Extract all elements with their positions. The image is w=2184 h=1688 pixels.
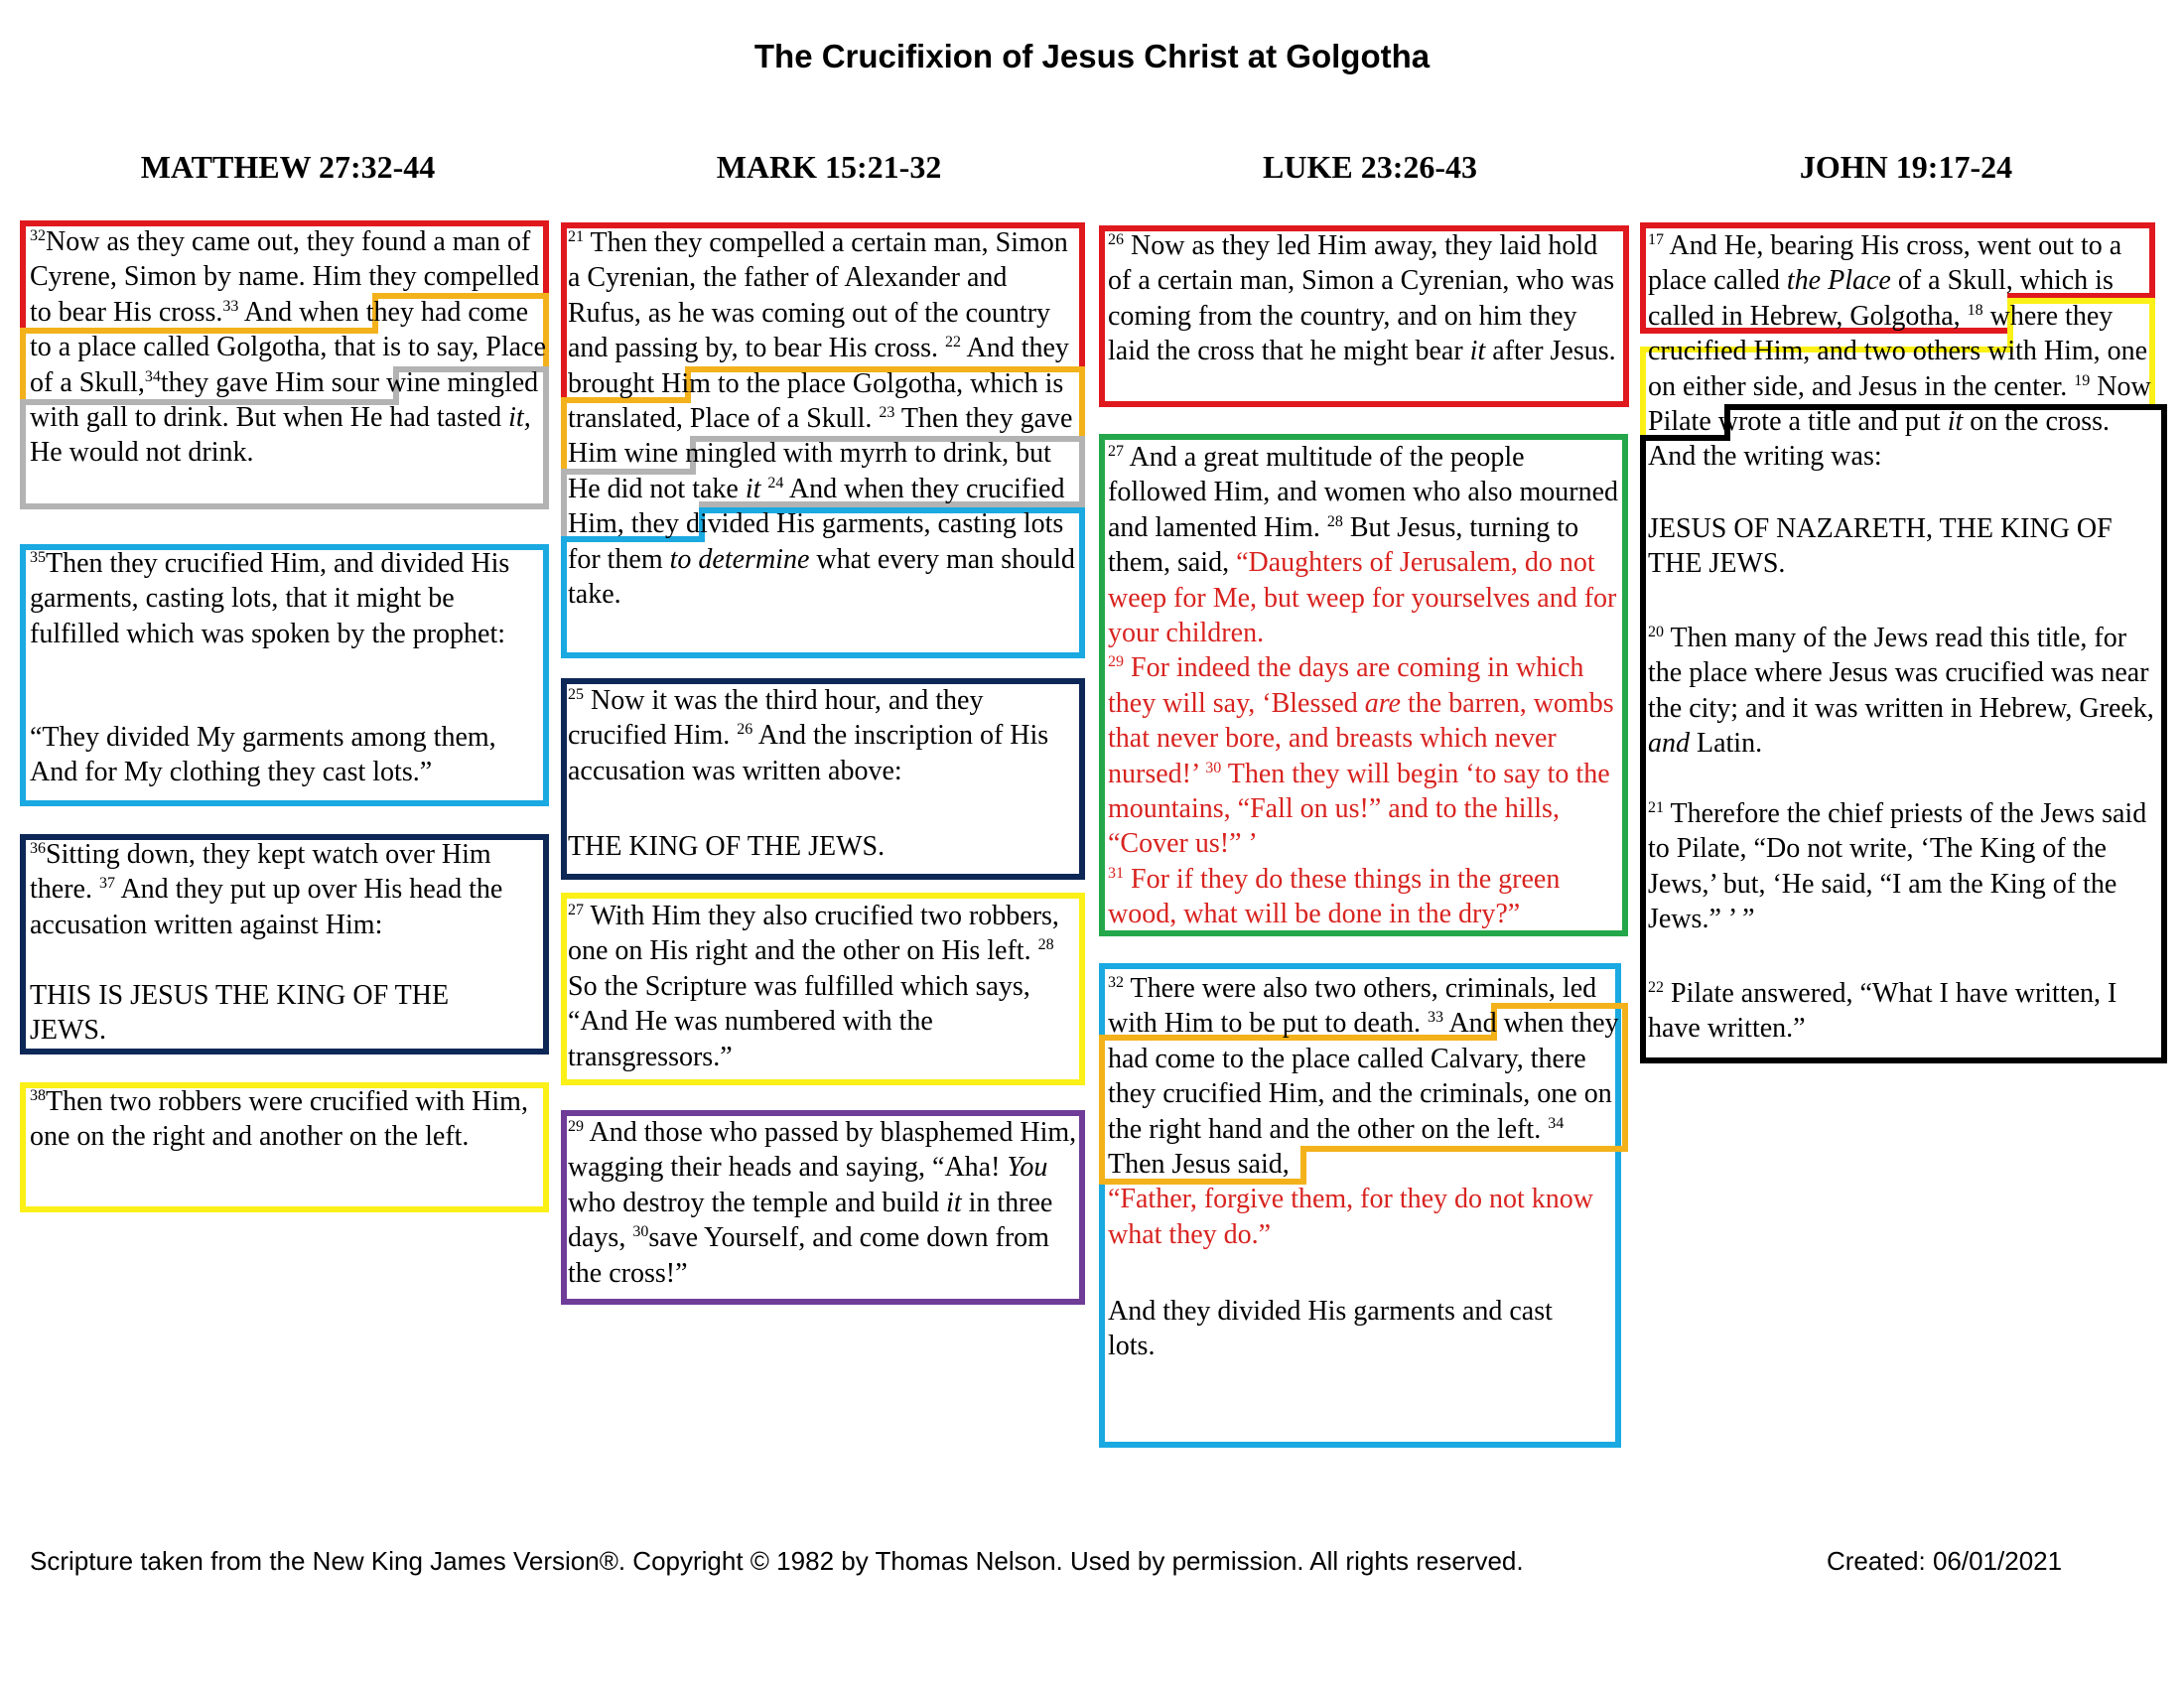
- passage-mark-simon: [568, 225, 1082, 612]
- verse-text: Therefore the chief priests of the Jews said to Pilate, “Do not write, ‘The King of the Jews,’ but, ‘He said, “I am the King of the Jews.” ’ ”: [1648, 798, 2154, 935]
- passage-matthew-simon: [30, 224, 553, 471]
- words-of-jesus-italic: are: [1364, 687, 1401, 719]
- verse-number: 34: [144, 367, 161, 385]
- passage-john-priests: [1648, 796, 2159, 937]
- verse-number: 38: [30, 1087, 46, 1104]
- passage-luke-calvary: [1108, 971, 1624, 1252]
- words-of-jesus: “Daughters of Jerusalem, do not weep for Me, but weep for yourselves and for your children.: [1108, 547, 1624, 649]
- verse-number: 27: [1108, 443, 1124, 460]
- verse-text: And He, bearing His cross, went out to a place called: [1648, 230, 2129, 297]
- verse-text: But Jesus, turning to them, said,: [1108, 511, 1586, 579]
- verse-number: 19: [2074, 371, 2091, 389]
- verse-number: 28: [1326, 512, 1343, 530]
- verse-number: 29: [1108, 653, 1124, 671]
- heading-john: JOHN 19:17-24: [1799, 149, 2013, 185]
- verse-text: Latin.: [1690, 728, 1763, 760]
- verse-text: Then they compelled a certain man, Simon a Cyrenian, the father of Alexander and Rufus, as he was coming out of the country and passing by, to bear His cross.: [568, 227, 1075, 364]
- verse-text: And they put up over His head the accusation written against Him:: [30, 874, 510, 940]
- verse-number: 29: [568, 1118, 584, 1135]
- verse-text: Then they gave Him wine mingled with myrrh to drink, but He did not take: [568, 403, 1080, 504]
- verse-text: what every man should take.: [568, 543, 1082, 611]
- passage-john-read: [1648, 621, 2159, 762]
- verse-text: save Yourself, and come down from the cross!”: [568, 1222, 1056, 1289]
- verse-number: 32: [30, 227, 46, 244]
- passage-luke-simon: [1108, 228, 1624, 369]
- verse-text: Now as they led Him away, they laid hold of a certain man, Simon a Cyrenian, who was coming from the country, and on him they laid the cross that he might bear: [1108, 230, 1622, 367]
- verse-number: 26: [737, 721, 753, 739]
- verse-number: 18: [1967, 301, 1983, 319]
- passage-mark-robbers: [568, 899, 1079, 1074]
- verse-text: So the Scripture was fulfilled which says, “And He was numbered with the transgressors.”: [568, 970, 1037, 1072]
- verse-number: 33: [222, 297, 239, 315]
- verse-text: He would not drink.: [30, 402, 538, 469]
- passage-matthew-inscription: THIS IS JESUS THE KING OF THE JEWS.: [30, 980, 457, 1047]
- verse-number: 35: [30, 549, 46, 566]
- verse-number: 33: [1427, 1009, 1443, 1027]
- verse-text: who destroy the temple and build: [568, 1152, 1055, 1218]
- passage-luke-daughters: [1108, 440, 1624, 932]
- verse-number: 17: [1648, 231, 1664, 248]
- verse-text: in three days,: [568, 1187, 1060, 1254]
- verse-number: 21: [568, 228, 584, 245]
- verse-italic: the Place: [1786, 265, 1891, 297]
- verse-text: Then they crucified Him, and divided His garments, casting lots, that it might be fulfilled which was spoken by the prophet:: [30, 548, 517, 649]
- verse-number: 26: [1108, 231, 1124, 248]
- words-of-jesus: For indeed the days are coming in which they will say, ‘Blessed: [1108, 652, 1591, 719]
- verse-text: Now it was the third hour, and they crucified Him.: [568, 685, 991, 752]
- passage-matthew-prophecy: “They divided My garments among them, And for My clothing they cast lots.”: [30, 722, 502, 788]
- verse-text: they gave Him sour wine mingled with gall to drink. But when He had tasted: [30, 366, 546, 434]
- verse-text: after Jesus.: [1485, 336, 1616, 367]
- verse-number: 34: [1548, 1114, 1565, 1132]
- verse-text: And when they had come to the place called Calvary, there they crucified Him, and the criminals, one on the right hand and the other on the left.: [1108, 1008, 1626, 1145]
- verse-number: 23: [879, 404, 895, 422]
- verse-text: And those who passed by blasphemed Him, wagging their heads and saying, “Aha!: [568, 1117, 1084, 1184]
- words-of-jesus: “Father, forgive them, for they do not know what they do.”: [1108, 1184, 1601, 1250]
- copyright-notice: Scripture taken from the New King James Version®. Copyright © 1982 by Thomas Nelson. Used by permission. All rights reserved.: [30, 1546, 1524, 1576]
- passage-mark-inscription: [568, 683, 1074, 788]
- verse-number: 25: [568, 686, 584, 703]
- passage-matthew-robbers: [30, 1084, 536, 1155]
- verse-number: 21: [1648, 799, 1664, 816]
- passage-mark-title: THE KING OF THE JEWS.: [568, 831, 886, 862]
- created-date: Created: 06/01/2021: [1827, 1546, 2063, 1576]
- verse-number: 37: [98, 875, 115, 893]
- page-title: The Crucifixion of Jesus Christ at Golgotha: [753, 38, 1431, 74]
- verse-text: Then many of the Jews read this title, for the place where Jesus was crucified was near the city; and it was written in Hebrew, Greek,: [1648, 623, 2161, 724]
- verse-text: And they brought Him to the place Golgotha, which is translated, Place of a Skull.: [568, 333, 1076, 435]
- verse-text: on the cross. And the writing was:: [1648, 406, 2116, 473]
- verse-text: Now as they came out, they found a man of Cyrene, Simon by name. Him they compelled to bear His cross.: [30, 226, 547, 328]
- verse-number: 30: [632, 1223, 649, 1241]
- verse-italic: it: [745, 473, 761, 504]
- verse-text: And a great multitude of the people followed Him, and women who also mourned and lamented Him.: [1108, 442, 1626, 543]
- verse-italic: to determine: [669, 543, 810, 575]
- words-of-jesus: For if they do these things in the green wood, what will be done in the dry?”: [1108, 863, 1568, 930]
- words-of-jesus: the barren, wombs that never bore, and breasts which never nursed!’: [1108, 687, 1621, 789]
- verse-italic: You: [1007, 1152, 1048, 1184]
- verse-text: Now Pilate wrote a title and put: [1648, 370, 2158, 438]
- verse-number: 24: [767, 474, 784, 492]
- verse-italic: it: [1947, 406, 1964, 438]
- verse-number: 31: [1108, 864, 1124, 882]
- verse-italic: it: [1469, 336, 1486, 367]
- verse-text: Sitting down, they kept watch over Him there.: [30, 839, 498, 906]
- verse-text: There were also two others, criminals, led with Him to be put to death.: [1108, 973, 1604, 1040]
- verse-text: And when they crucified Him, they divided His garments, casting lots for them: [568, 473, 1072, 575]
- passage-matthew-watch: [30, 837, 541, 942]
- passage-luke-garments: And they divided His garments and cast lots.: [1108, 1296, 1560, 1362]
- verse-text: Pilate answered, “What I have written, I have written.”: [1648, 978, 2124, 1045]
- verse-italic: and: [1648, 728, 1690, 760]
- verse-number: 22: [945, 334, 962, 352]
- verse-number: 22: [1648, 979, 1664, 996]
- verse-italic: it: [946, 1187, 962, 1218]
- verse-number: 30: [1205, 759, 1222, 776]
- verse-text: where they crucified Him, and two others with Him, one on either side, and Jesus in the center.: [1648, 300, 2155, 402]
- passage-john-golgotha: [1648, 228, 2159, 475]
- verse-text: Then Jesus said,: [1108, 1149, 1290, 1181]
- verse-number: 27: [568, 902, 584, 918]
- verse-number: 28: [1037, 936, 1054, 954]
- verse-number: 20: [1648, 624, 1664, 640]
- passage-john-pilate: [1648, 976, 2159, 1047]
- verse-italic: it,: [508, 402, 531, 434]
- heading-matthew: MATTHEW 27:32-44: [140, 149, 436, 185]
- verse-text: With Him they also crucified two robbers, one on His right and the other on His left.: [568, 901, 1066, 967]
- passage-matthew-garments: [30, 546, 541, 651]
- verse-number: 36: [30, 840, 46, 857]
- verse-text: And the inscription of His accusation was written above:: [568, 720, 1056, 786]
- passage-john-title: JESUS OF NAZARETH, THE KING OF THE JEWS.: [1648, 513, 2119, 580]
- passage-mark-mockery: [568, 1115, 1084, 1291]
- heading-mark: MARK 15:21-32: [716, 149, 942, 185]
- words-of-jesus: Then they will begin ‘to say to the mountains, “Fall on us!” and to the hills, “Cover us!” ’: [1108, 758, 1617, 860]
- verse-text: of a Skull, which is called in Hebrew, Golgotha,: [1648, 265, 2120, 332]
- verse-text: Then two robbers were crucified with Him, one on the right and another on the left.: [30, 1086, 535, 1153]
- verse-number: 32: [1108, 974, 1124, 991]
- verse-text: And when they had come to a place called Golgotha, that is to say, Place of a Skull,: [30, 296, 553, 398]
- heading-luke: LUKE 23:26-43: [1263, 149, 1477, 185]
